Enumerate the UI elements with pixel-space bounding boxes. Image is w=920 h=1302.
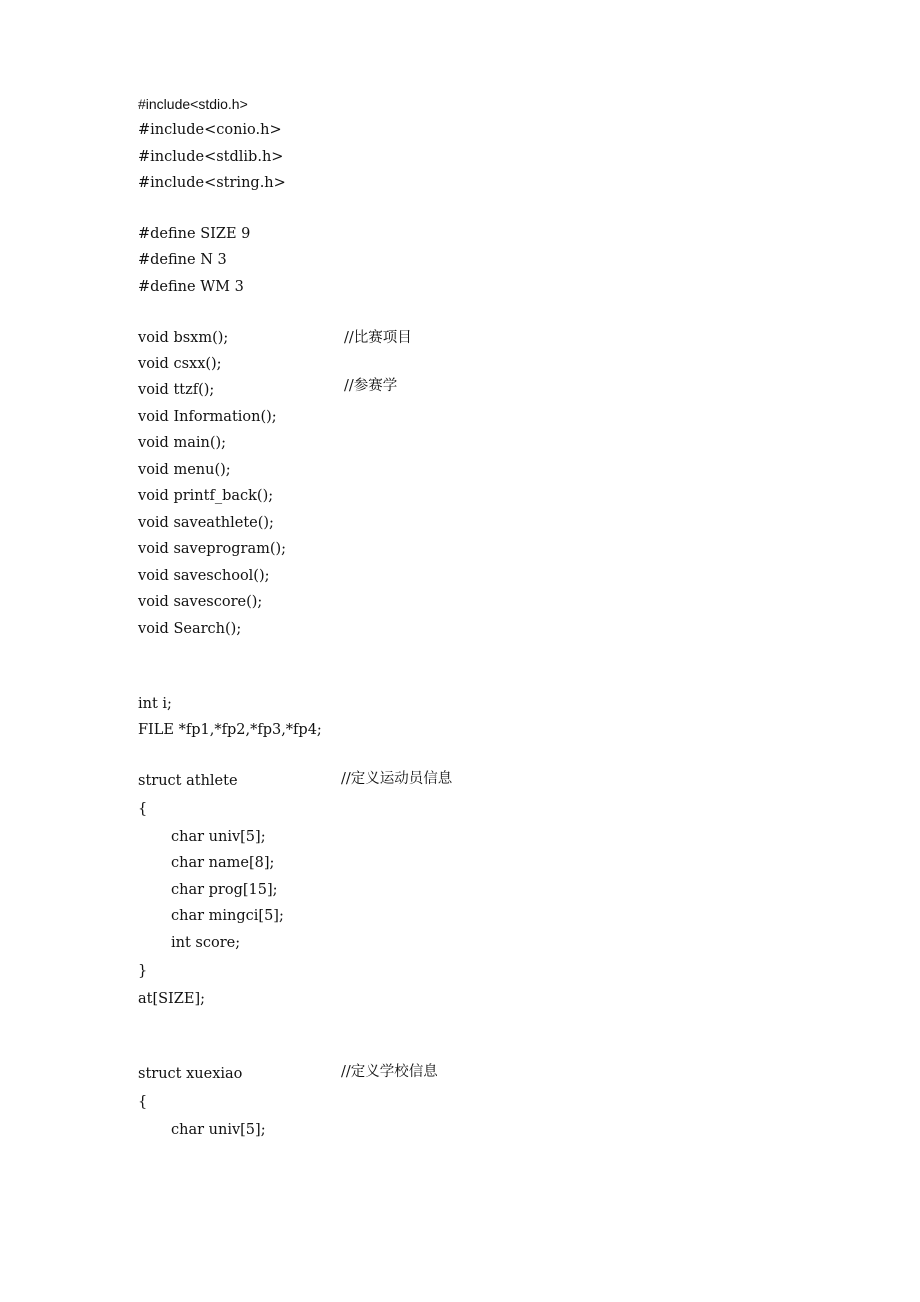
code-line-field-score: int score; (171, 935, 241, 951)
code-line-field-mingci: char mingci[5]; (171, 908, 284, 924)
comment-ttzf: //参赛学 (344, 378, 398, 394)
code-line-void-main: void main(); (138, 435, 227, 451)
code-line-include-conio: #include<conio.h> (138, 122, 282, 138)
code-line-void-saveprogram: void saveprogram(); (138, 541, 287, 557)
code-line-void-saveathlete: void saveathlete(); (138, 515, 274, 531)
code-line-void-search: void Search(); (138, 621, 242, 637)
code-line-struct-xuexiao: struct xuexiao (138, 1066, 243, 1082)
code-line-include-stdlib: #include<stdlib.h> (138, 149, 284, 165)
code-line-include-string: #include<string.h> (138, 175, 286, 191)
code-line-void-savescore: void savescore(); (138, 594, 263, 610)
code-line-open-brace-2: { (138, 1094, 148, 1110)
code-line-field-prog: char prog[15]; (171, 882, 278, 898)
code-line-at-size: at[SIZE]; (138, 991, 205, 1007)
code-line-include-stdio: #include<stdio.h> (138, 96, 248, 112)
comment-athlete: //定义运动员信息 (341, 771, 453, 787)
code-line-open-brace: { (138, 801, 148, 817)
code-line-close-brace: } (138, 963, 148, 979)
code-line-field-univ-2: char univ[5]; (171, 1122, 266, 1138)
code-line-void-csxx: void csxx(); (138, 356, 222, 372)
comment-bsxm: //比赛项目 (344, 330, 412, 346)
code-line-field-univ: char univ[5]; (171, 829, 266, 845)
code-line-void-ttzf: void ttzf(); (138, 382, 215, 398)
code-line-int-i: int i; (138, 696, 172, 712)
code-line-struct-athlete: struct athlete (138, 773, 238, 789)
comment-xuexiao: //定义学校信息 (341, 1064, 438, 1080)
code-line-define-n: #define N 3 (138, 252, 227, 268)
code-line-file-pointers: FILE *fp1,*fp2,*fp3,*fp4; (138, 722, 322, 738)
code-line-void-menu: void menu(); (138, 462, 231, 478)
code-line-void-saveschool: void saveschool(); (138, 568, 270, 584)
code-line-define-size: #define SIZE 9 (138, 226, 251, 242)
code-line-field-name: char name[8]; (171, 855, 275, 871)
code-line-void-printf-back: void printf_back(); (138, 488, 274, 504)
code-line-define-wm: #define WM 3 (138, 279, 244, 295)
code-line-void-information: void Information(); (138, 409, 277, 425)
code-line-void-bsxm: void bsxm(); (138, 330, 229, 346)
